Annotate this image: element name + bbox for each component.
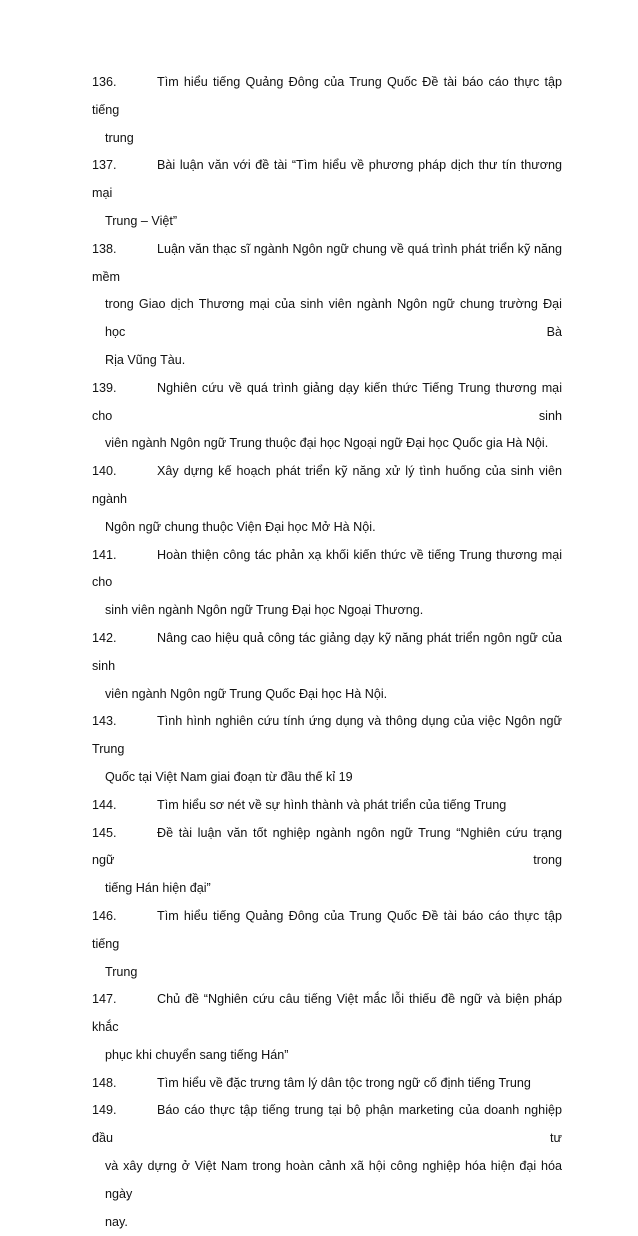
list-item	[92, 152, 562, 235]
item-text: Tìm hiểu tiếng Quảng Đông của Trung Quốc Đề tài báo cáo thực tập tiếng	[92, 75, 562, 117]
item-continuation-line: viên ngành Ngôn ngữ Trung thuộc đại học Ngoại ngữ Đại học Quốc gia Hà Nội.	[105, 436, 549, 451]
item-text: Luận văn thạc sĩ ngành Ngôn ngữ chung về quá trình phát triển kỹ năng mềm	[92, 241, 562, 284]
item-first-line	[92, 236, 562, 292]
item-number: 139.	[92, 380, 117, 395]
list-item	[92, 1070, 562, 1098]
item-text: Nâng cao hiệu quả công tác giảng dạy kỹ năng phát triển ngôn ngữ của sinh	[92, 630, 562, 673]
item-number: 138.	[92, 241, 117, 256]
item-number: 142.	[92, 630, 117, 645]
numbered-list	[92, 69, 562, 1236]
item-continuation-line: Quốc tại Việt Nam giai đoạn từ đầu thế kỉ 19	[105, 769, 353, 784]
item-number: 146.	[92, 908, 117, 923]
list-item	[92, 903, 562, 986]
list-item	[92, 69, 562, 152]
item-first-line	[92, 903, 562, 959]
item-text: Tìm hiểu sơ nét về sự hình thành và phát triển của tiếng Trung	[157, 797, 507, 812]
item-number: 149.	[92, 1103, 117, 1118]
item-continuation-line: Trung	[105, 964, 138, 979]
item-continuation-line: trong Giao dịch Thương mại của sinh viên ngành Ngôn ngữ chung trường Đại học Bà	[105, 297, 562, 340]
item-first-line	[92, 152, 562, 208]
item-first-line	[92, 625, 562, 681]
item-number: 144.	[92, 797, 117, 812]
item-first-line	[92, 708, 562, 764]
item-continuation-line: và xây dựng ở Việt Nam trong hoàn cảnh xã hội công nghiệp hóa hiện đại hóa ngày	[105, 1159, 562, 1201]
item-text: Tình hình nghiên cứu tính ứng dụng và thông dụng của việc Ngôn ngữ Trung	[92, 714, 562, 757]
item-first-line	[92, 986, 562, 1042]
list-item	[92, 820, 562, 903]
item-number: 137.	[92, 158, 117, 173]
item-number: 141.	[92, 547, 117, 562]
item-text: Hoàn thiện công tác phản xạ khối kiến thức về tiếng Trung thương mại cho	[92, 547, 562, 590]
list-item	[92, 625, 562, 708]
list-item	[92, 1097, 562, 1236]
item-text: Nghiên cứu về quá trình giảng dạy kiến thức Tiếng Trung thương mại cho sinh	[92, 380, 562, 423]
item-text: Bài luận văn với đề tài “Tìm hiểu về phương pháp dịch thư tín thương mại	[92, 158, 562, 201]
item-number: 136.	[92, 75, 117, 89]
item-continuation-line: trung	[105, 130, 134, 145]
item-continuation-line: nay.	[105, 1214, 128, 1229]
item-number: 147.	[92, 992, 117, 1007]
list-item	[92, 792, 562, 820]
list-item	[92, 542, 562, 625]
item-text: Báo cáo thực tập tiếng trung tại bộ phận marketing của doanh nghiệp đầu tư	[92, 1103, 562, 1146]
item-continuation-line: Ngôn ngữ chung thuộc Viện Đại học Mở Hà Nội.	[105, 519, 376, 534]
item-continuation-line: Rịa Vũng Tàu.	[105, 352, 186, 367]
item-first-line	[92, 458, 562, 514]
item-text: Đề tài luận văn tốt nghiệp ngành ngôn ngữ Trung “Nghiên cứu trạng ngữ trong	[92, 825, 562, 868]
item-first-line	[92, 1070, 562, 1098]
item-text: Xây dựng kế hoạch phát triển kỹ năng xử lý tình huống của sinh viên ngành	[92, 464, 562, 506]
list-item	[92, 458, 562, 541]
item-text: Tìm hiểu về đặc trưng tâm lý dân tộc trong ngữ cố định tiếng Trung	[157, 1075, 531, 1090]
item-continuation-line: tiếng Hán hiện đại”	[105, 881, 211, 896]
item-text: Chủ đề “Nghiên cứu câu tiếng Việt mắc lỗi thiếu đề ngữ và biện pháp khắc	[92, 992, 562, 1035]
item-number: 145.	[92, 825, 117, 840]
item-first-line	[92, 820, 562, 876]
item-continuation-line: sinh viên ngành Ngôn ngữ Trung Đại học Ngoại Thương.	[105, 603, 424, 618]
item-text: Tìm hiểu tiếng Quảng Đông của Trung Quốc Đề tài báo cáo thực tập tiếng	[92, 908, 562, 951]
item-first-line	[92, 542, 562, 598]
item-continuation-line: viên ngành Ngôn ngữ Trung Quốc Đại học Hà Nội.	[105, 686, 388, 701]
list-item	[92, 375, 562, 458]
item-continuation-line: Trung – Việt”	[105, 213, 178, 228]
list-item	[92, 236, 562, 375]
item-number: 148.	[92, 1075, 117, 1090]
list-item	[92, 986, 562, 1069]
item-number: 143.	[92, 714, 117, 729]
item-first-line	[92, 1097, 562, 1153]
item-first-line	[92, 792, 562, 820]
item-continuation-line: phục khi chuyển sang tiếng Hán”	[105, 1047, 289, 1062]
item-first-line	[92, 69, 562, 125]
item-first-line	[92, 375, 562, 431]
list-item	[92, 708, 562, 791]
item-number: 140.	[92, 464, 117, 479]
